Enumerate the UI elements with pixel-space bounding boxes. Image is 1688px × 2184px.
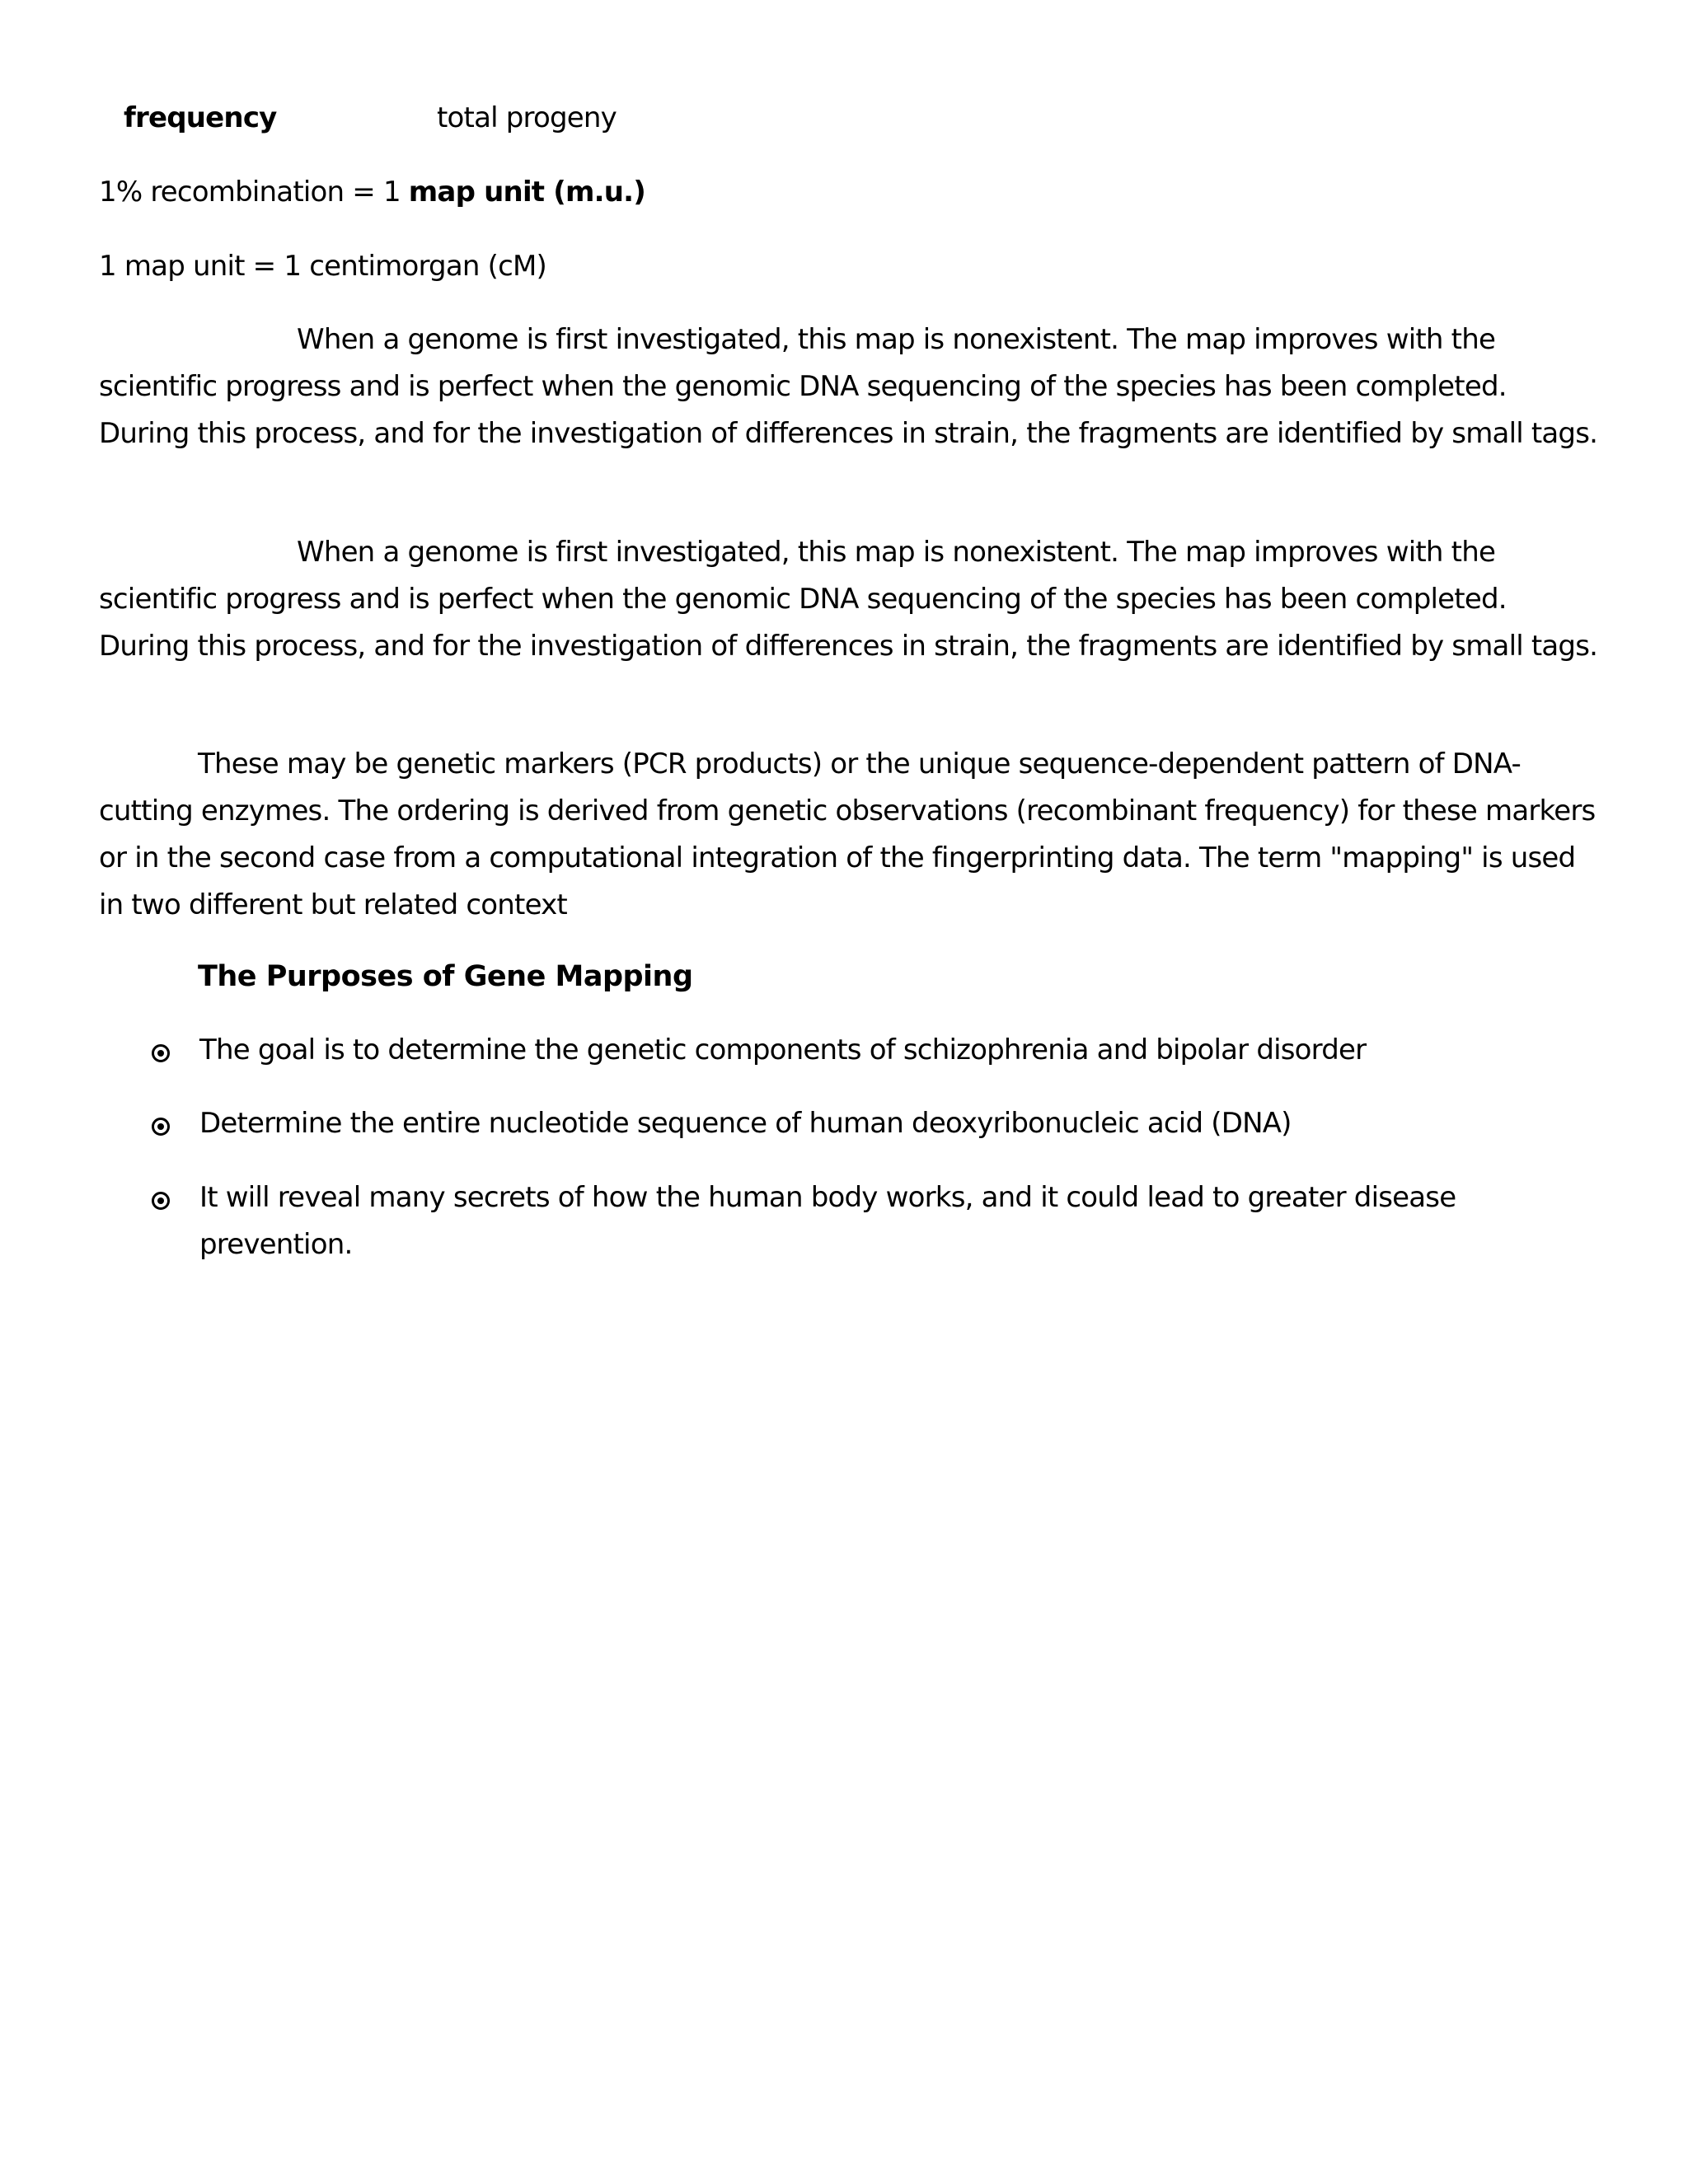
paragraph-3	[99, 741, 1599, 929]
definition-centimorgan: 1 map unit = 1 centimorgan (cM)	[99, 250, 546, 283]
section-heading: The Purposes of Gene Mapping	[198, 960, 693, 993]
paragraph-3-line: in two different but related context	[99, 888, 567, 921]
radio-bullet-icon	[152, 1118, 170, 1136]
bullet-text-line: It will reveal many secrets of how the human body works, and it could lead to greater disease	[199, 1181, 1456, 1214]
bullet-text	[199, 1174, 1551, 1268]
formula-numerator-label: frequency	[124, 101, 277, 134]
paragraph-1-line: scientific progress and is perfect when the genomic DNA sequencing of the species has been completed.	[99, 370, 1507, 403]
paragraph-2-line: During this process, and for the investigation of differences in strain, the fragments are identified by small tags.	[99, 630, 1598, 663]
definition-map-unit-prefix: 1% recombination = 1	[99, 176, 409, 209]
paragraph-1-line: When a genome is first investigated, this map is nonexistent. The map improves with the	[297, 323, 1496, 356]
bullet-text-line: Determine the entire nucleotide sequence of human deoxyribonucleic acid (DNA)	[199, 1107, 1292, 1140]
paragraph-3-line: or in the second case from a computational integration of the fingerprinting data. The term "mapping" is used	[99, 841, 1576, 874]
paragraph-2	[99, 529, 1599, 670]
paragraph-1	[99, 316, 1599, 457]
paragraph-3-line: These may be genetic markers (PCR products) or the unique sequence-dependent pattern of DNA-	[198, 748, 1521, 780]
bullet-text	[199, 1100, 1551, 1147]
paragraph-1-line: During this process, and for the investigation of differences in strain, the fragments are identified by small tags.	[99, 417, 1598, 450]
paragraph-3-line: cutting enzymes. The ordering is derived from genetic observations (recombinant frequency) for these markers	[99, 794, 1596, 827]
definition-map-unit	[99, 176, 646, 209]
paragraph-2-line: When a genome is first investigated, this map is nonexistent. The map improves with the	[297, 536, 1496, 569]
paragraph-2-line: scientific progress and is perfect when the genomic DNA sequencing of the species has been completed.	[99, 583, 1507, 616]
bullet-text	[199, 1027, 1551, 1074]
radio-bullet-icon	[152, 1192, 170, 1210]
radio-bullet-icon	[152, 1044, 170, 1062]
bullet-text-line: prevention.	[199, 1228, 353, 1261]
definition-map-unit-term: map unit (m.u.)	[408, 176, 646, 209]
bullet-text-line: The goal is to determine the genetic components of schizophrenia and bipolar disorder	[199, 1033, 1367, 1066]
formula-denominator-label: total progeny	[437, 101, 617, 134]
